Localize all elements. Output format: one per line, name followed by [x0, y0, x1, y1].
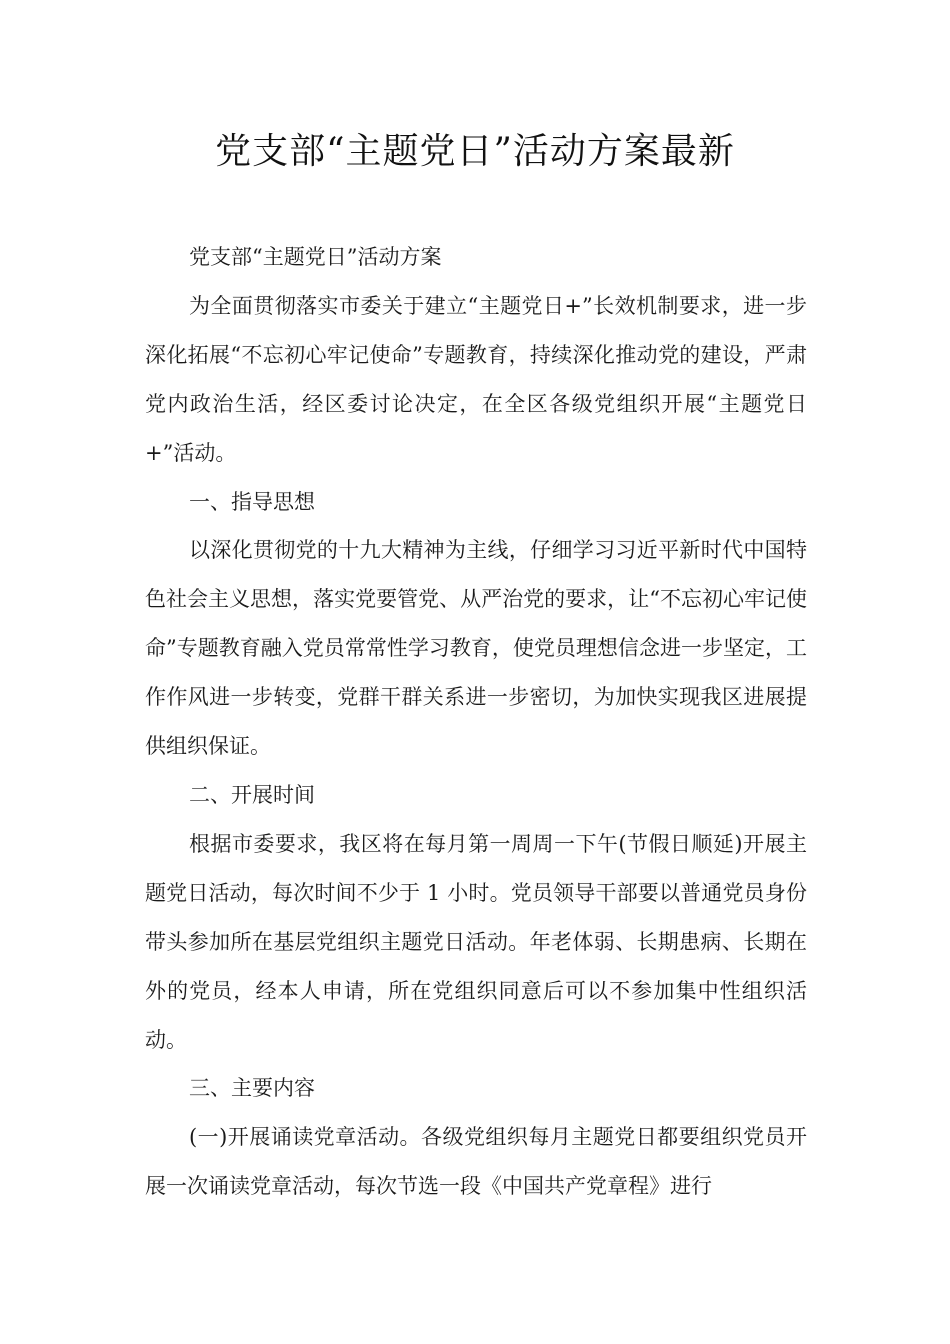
paragraph-intro: 为全面贯彻落实市委关于建立“主题党日+”长效机制要求，进一步深化拓展“不忘初心牢记使命”专题教育，持续深化推动党的建设，严肃党内政治生活，经区委讨论决定，在全区各级党组织开展“主题党日+”活动。 — [145, 293, 807, 465]
section-heading-guiding-thought: 一、指导思想 — [189, 489, 315, 514]
section-heading-main-content: 三、主要内容 — [189, 1076, 315, 1101]
document-body — [145, 233, 807, 1211]
paragraph-subtitle: 党支部“主题党日”活动方案 — [189, 245, 442, 269]
document-title: 党支部“主题党日”活动方案最新 — [215, 131, 735, 172]
paragraph-guiding-thought: 以深化贯彻党的十九大精神为主线，仔细学习习近平新时代中国特色社会主义思想，落实党要管党、从严治党的要求，让“不忘初心牢记使命”专题教育融入党员常常性学习教育，使党员理想信念进一步坚定，工作作风进一步转变，党群干群关系进一步密切，为加快实现我区进展提供组织保证。 — [145, 538, 807, 759]
section-heading-schedule: 二、开展时间 — [189, 782, 315, 807]
paragraph-main-content-1: (一)开展诵读党章活动。各级党组织每月主题党日都要组织党员开展一次诵读党章活动，每次节选一段《中国共产党章程》进行 — [145, 1125, 807, 1199]
paragraph-schedule: 根据市委要求，我区将在每月第一周周一下午(节假日顺延)开展主题党日活动，每次时间不少于 1 小时。党员领导干部要以普通党员身份带头参加所在基层党组织主题党日活动。年老体弱、长期患病、长期在外的党员，经本人申请，所在党组织同意后可以不参加集中性组织活动。 — [145, 831, 807, 1052]
